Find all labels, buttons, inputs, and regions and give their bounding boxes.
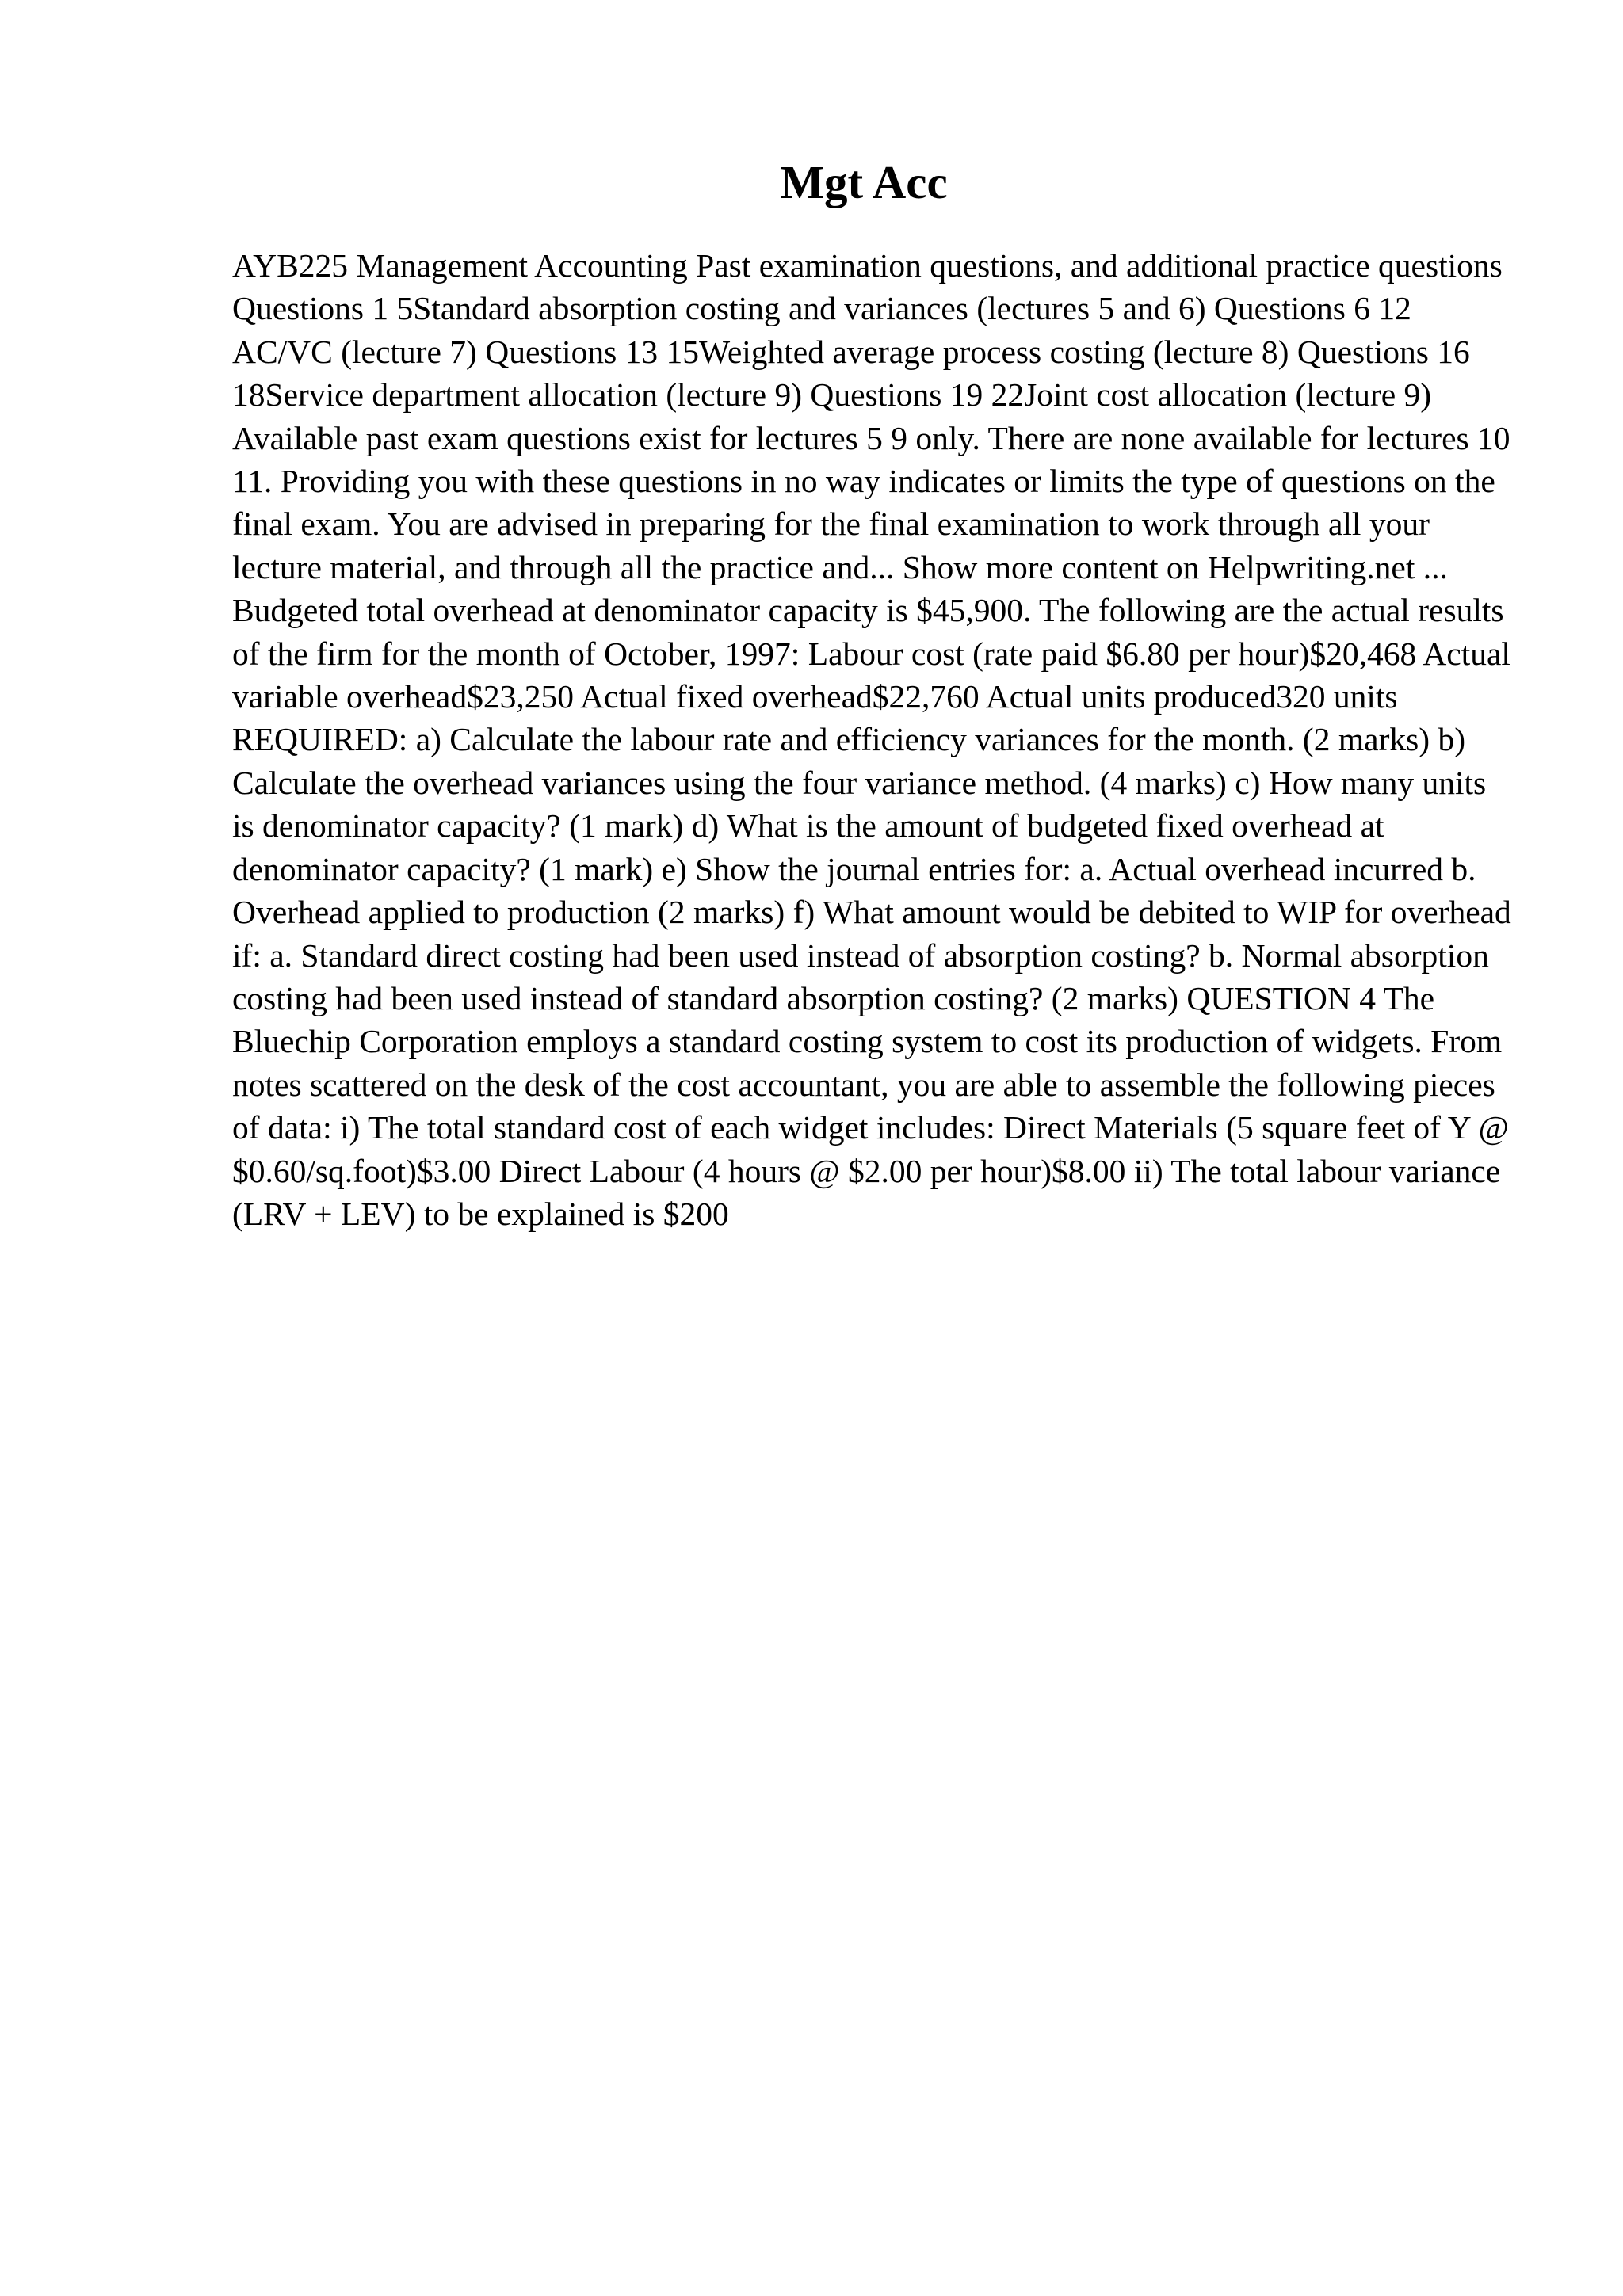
paragraph-question: Budgeted total overhead at denominator capacity is $45,900. The following are the actual results of the firm for the month of October, 1997: Labour cost (rate paid $6.80 per hour)$20,468 Actual variable overhead$23,250 Actual fixed overhead$22,760 Actual units produced320 units REQUIRED: a) Calculate the labour rate and efficiency variances for the month. (2 marks) b) Calculate the overhead variances using the four variance method. (4 marks) c) How many units is denominator capacity? (1 mark) d) What is the amount of budgeted fixed overhead at denominator capacity? (1 mark) e) Show the journal entries for: a. Actual overhead incurred b. Overhead applied to production (2 marks) f) What amount would be debited to WIP for overhead if: a. Standard direct costing had been used instead of absorption costing? b. Normal absorption costing had been used instead of standard absorption costing? (2 marks) QUESTION 4 The Bluechip Corporation employs a standard costing system to cost its production of widgets. From notes scattered on the desk of the cost accountant, you are able to assemble the following pieces of data: i) The total standard cost of each widget includes: Direct Materials (5 square feet of Y @ $0.60/sq.foot)$3.00 Direct Labour (4 hours @ $2.00 per hour)$8.00 ii) The total labour variance (LRV + LEV) to be explained is $200 <box>232 592 1511 1232</box>
document-body <box>232 244 1516 1235</box>
paragraph-intro: AYB225 Management Accounting Past examination questions, and additional practice questions Questions 1 5Standard absorption costing and variances (lectures 5 and 6) Questions 6 12 AC/VC (lecture 7) Questions 13 15Weighted average process costing (lecture 8) Questions 16 18Service department allocation (lecture 9) Questions 19 22Joint cost allocation (lecture 9) Available past exam questions exist for lectures 5 9 only. There are none available for lectures 10 11. Providing you with these questions in no way indicates or limits the type of questions on the final exam. You are advised in preparing for the final examination to work through all your lecture material, and through all the practice and... Show more content on Helpwriting.net ... <box>232 247 1510 585</box>
document-title: Mgt Acc <box>780 156 948 208</box>
